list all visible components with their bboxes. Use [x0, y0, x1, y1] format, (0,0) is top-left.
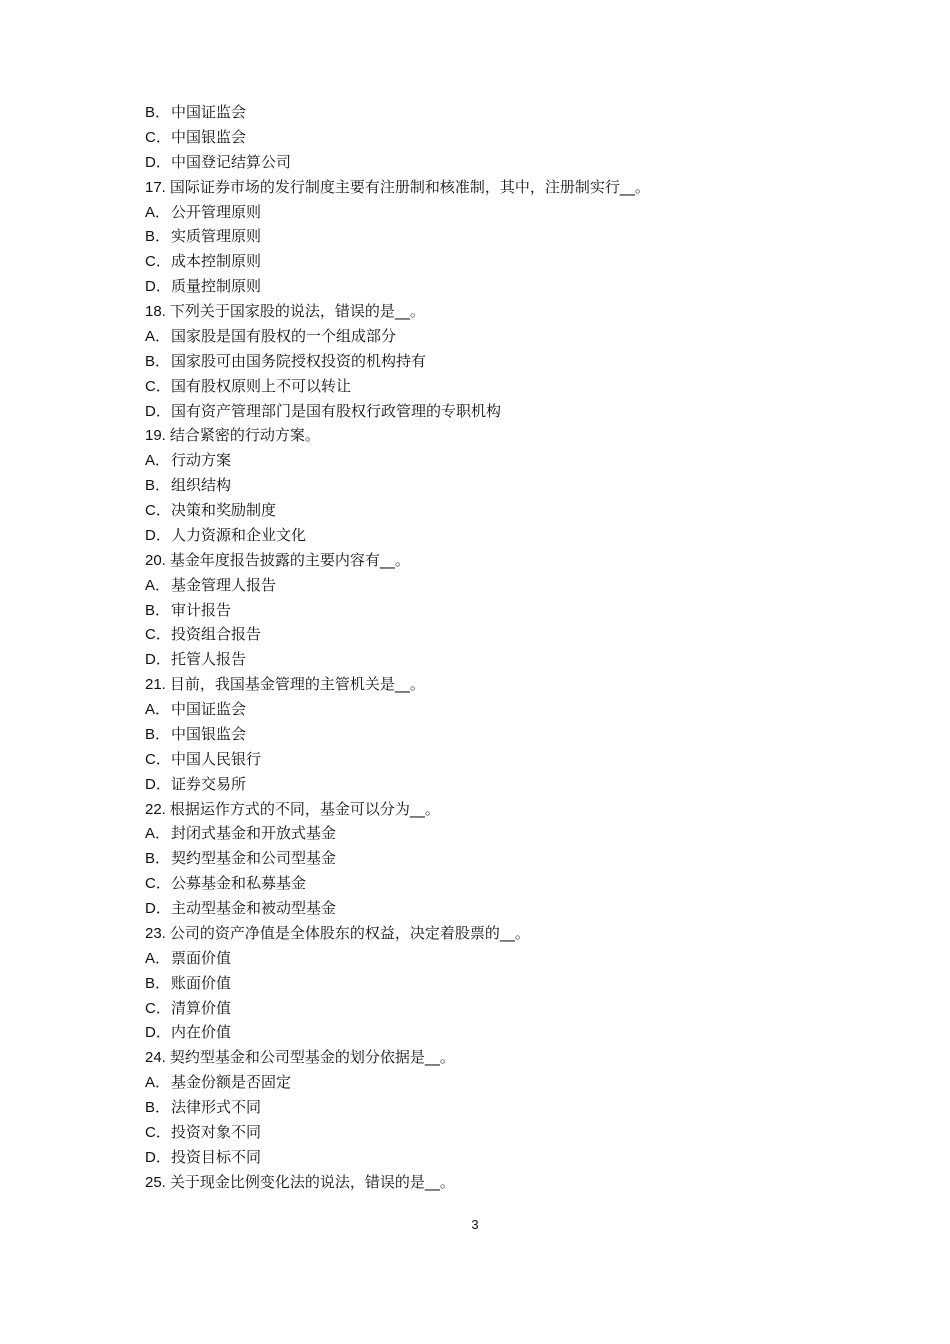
option-line: [145, 498, 845, 523]
question-number: 19.: [145, 427, 166, 445]
option-line: [145, 249, 845, 274]
option-label: D．: [145, 651, 171, 669]
question-text: 国际证券市场的发行制度主要有注册制和核准制，其中，注册制实行__。: [169, 177, 650, 196]
option-text: 中国人民银行: [171, 749, 262, 768]
question-text: 目前，我国基金管理的主管机关是__。: [169, 675, 425, 694]
option-line: [145, 846, 845, 871]
question-text: 契约型基金和公司型基金的划分依据是__。: [169, 1048, 455, 1067]
option-label: A．: [145, 576, 171, 594]
option-line: [145, 647, 845, 672]
option-line: [145, 896, 845, 921]
option-text: 内在价值: [171, 1023, 232, 1042]
option-text: 组织结构: [171, 476, 232, 495]
option-label: A．: [145, 327, 171, 345]
option-label: A．: [145, 1074, 171, 1092]
question-number: 24.: [145, 1049, 166, 1067]
option-line: [145, 1145, 845, 1170]
option-label: A．: [145, 452, 171, 470]
question-line: [145, 1170, 845, 1195]
option-label: B．: [145, 974, 171, 992]
option-text: 主动型基金和被动型基金: [171, 899, 337, 917]
question-text: 公司的资产净值是全体股东的权益，决定着股票的__。: [169, 923, 530, 942]
option-label: C．: [145, 750, 171, 768]
option-label: A．: [145, 701, 171, 718]
question-number: 17.: [145, 178, 166, 196]
option-text: 封闭式基金和开放式基金: [171, 824, 337, 843]
option-label: C．: [145, 626, 171, 644]
question-line: [145, 1045, 845, 1070]
question-number: 22.: [145, 800, 166, 818]
option-text: 决策和奖励制度: [171, 501, 277, 519]
option-line: [145, 946, 845, 971]
option-text: 中国证监会: [171, 103, 247, 121]
option-text: 中国银监会: [171, 127, 247, 146]
option-line: [145, 200, 845, 225]
option-text: 托管人报告: [171, 650, 247, 669]
question-number: 23.: [145, 924, 166, 942]
option-line: [145, 598, 845, 623]
option-text: 中国银监会: [171, 724, 247, 743]
question-text: 基金年度报告披露的主要内容有__。: [169, 550, 410, 569]
option-line: [145, 971, 845, 996]
option-label: B．: [145, 850, 171, 868]
question-line: [145, 175, 845, 200]
option-text: 中国登记结算公司: [171, 152, 292, 171]
option-label: B．: [145, 601, 171, 619]
option-label: D．: [145, 900, 171, 917]
option-text: 票面价值: [171, 948, 232, 967]
option-label: D．: [145, 1024, 171, 1042]
option-line: [145, 274, 845, 299]
option-label: B．: [145, 725, 171, 743]
option-text: 公募基金和私募基金: [171, 874, 307, 893]
option-text: 成本控制原则: [171, 252, 262, 271]
question-text: 结合紧密的行动方案。: [169, 426, 320, 445]
option-line: [145, 374, 845, 399]
option-label: A．: [145, 825, 171, 843]
option-line: [145, 722, 845, 747]
question-number: 20.: [145, 551, 166, 569]
option-label: C．: [145, 502, 171, 519]
option-line: [145, 772, 845, 797]
option-line: [145, 125, 845, 150]
option-line: [145, 224, 845, 249]
option-line: [145, 523, 845, 548]
question-line: [145, 423, 845, 448]
option-label: A．: [145, 949, 171, 967]
option-text: 实质管理原则: [171, 227, 262, 246]
option-label: C．: [145, 1123, 171, 1141]
option-line: [145, 747, 845, 772]
option-text: 国家股可由国务院授权投资的机构持有: [171, 351, 427, 370]
option-label: B．: [145, 352, 171, 370]
option-text: 法律形式不同: [171, 1098, 262, 1116]
option-label: B．: [145, 477, 171, 495]
option-label: D．: [145, 402, 171, 420]
option-line: [145, 100, 845, 125]
question-number: 21.: [145, 676, 166, 694]
option-line: [145, 349, 845, 374]
option-line: [145, 150, 845, 175]
option-line: [145, 821, 845, 846]
option-line: [145, 573, 845, 598]
option-label: D．: [145, 775, 171, 793]
option-text: 中国证监会: [171, 700, 247, 718]
option-line: [145, 448, 845, 473]
option-text: 投资组合报告: [171, 625, 262, 644]
option-text: 国有股权原则上不可以转让: [171, 376, 352, 395]
question-line: [145, 299, 845, 324]
question-number: 25.: [145, 1173, 166, 1191]
option-label: C．: [145, 875, 171, 893]
option-line: [145, 1120, 845, 1145]
question-line: [145, 921, 845, 946]
option-text: 契约型基金和公司型基金: [171, 849, 337, 868]
option-label: B．: [145, 104, 171, 121]
option-text: 行动方案: [171, 451, 232, 470]
option-text: 公开管理原则: [171, 202, 262, 221]
option-text: 基金份额是否固定: [171, 1073, 292, 1092]
option-line: [145, 1095, 845, 1120]
question-text: 根据运作方式的不同，基金可以分为__。: [169, 799, 440, 818]
option-line: [145, 324, 845, 349]
option-label: D．: [145, 1148, 171, 1166]
document-body: [145, 100, 845, 1195]
option-line: [145, 871, 845, 896]
option-text: 国家股是国有股权的一个组成部分: [171, 326, 397, 345]
option-text: 投资对象不同: [171, 1122, 262, 1141]
option-line: [145, 1070, 845, 1095]
option-label: C．: [145, 253, 171, 271]
option-text: 质量控制原则: [171, 277, 262, 296]
option-label: A．: [145, 203, 171, 221]
option-text: 证券交易所: [171, 774, 247, 793]
option-text: 基金管理人报告: [171, 575, 277, 594]
option-text: 投资目标不同: [171, 1147, 262, 1166]
option-line: [145, 399, 845, 424]
option-label: D．: [145, 153, 171, 171]
question-line: [145, 548, 845, 573]
option-label: D．: [145, 526, 171, 544]
option-text: 审计报告: [171, 600, 232, 619]
option-line: [145, 1020, 845, 1045]
option-line: [145, 996, 845, 1021]
question-text: 关于现金比例变化法的说法，错误的是__。: [169, 1172, 455, 1191]
question-line: [145, 797, 845, 822]
question-text: 下列关于国家股的说法，错误的是__。: [169, 302, 425, 320]
option-label: B．: [145, 1099, 171, 1116]
option-label: D．: [145, 278, 171, 296]
option-text: 清算价值: [171, 998, 232, 1017]
option-text: 国有资产管理部门是国有股权行政管理的专职机构: [171, 401, 502, 420]
option-text: 账面价值: [171, 973, 232, 992]
option-label: C．: [145, 999, 171, 1017]
option-text: 人力资源和企业文化: [171, 525, 307, 544]
option-label: C．: [145, 377, 171, 395]
option-line: [145, 697, 845, 722]
page-number: 3: [471, 1217, 479, 1232]
option-label: C．: [145, 128, 171, 146]
option-label: B．: [145, 228, 171, 246]
question-line: [145, 672, 845, 697]
question-number: 18.: [145, 303, 166, 320]
option-line: [145, 473, 845, 498]
option-line: [145, 622, 845, 647]
